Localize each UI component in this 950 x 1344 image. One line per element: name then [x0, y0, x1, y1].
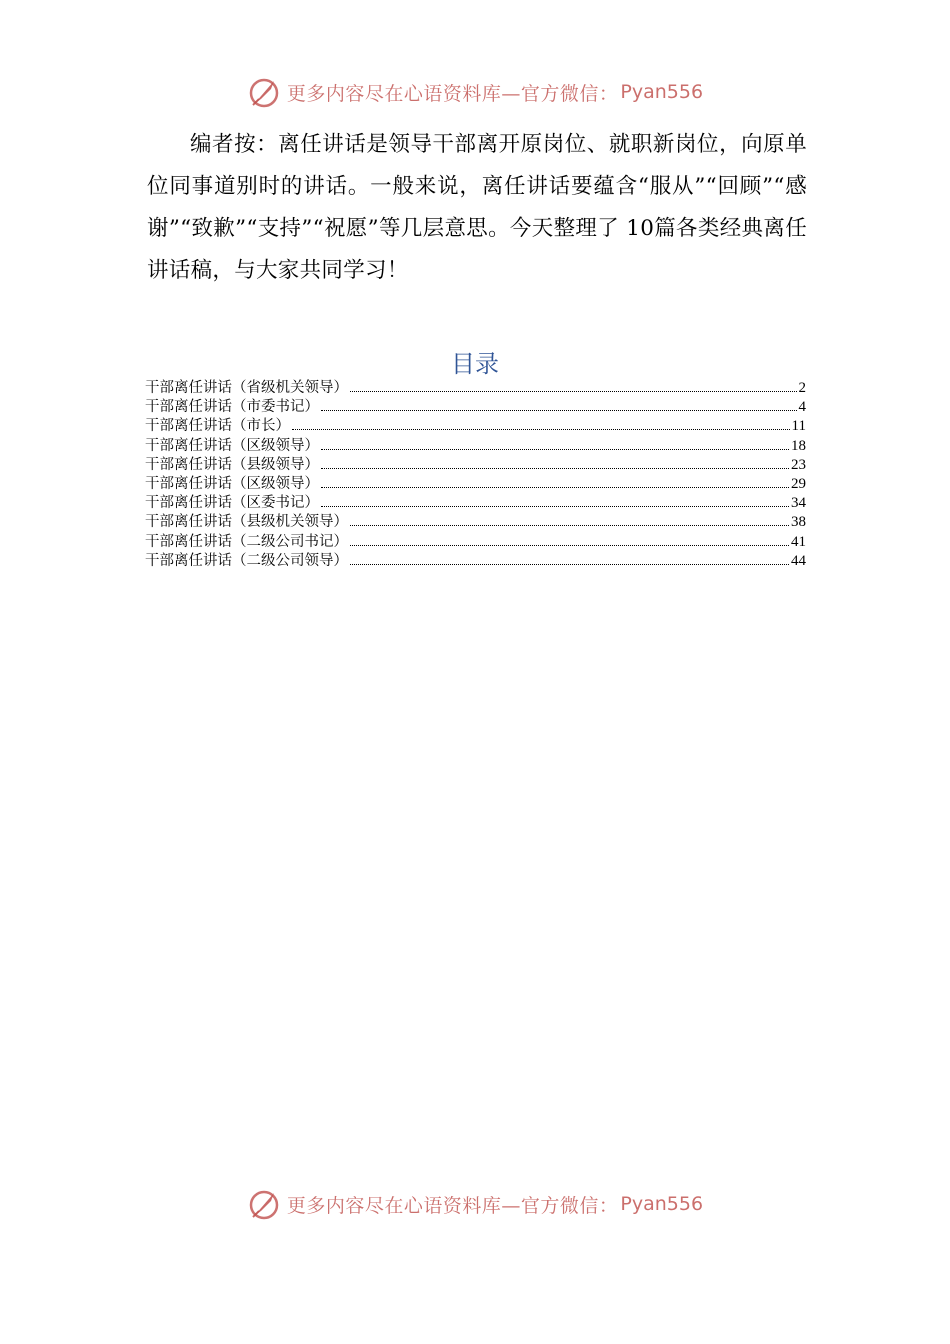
toc-entry[interactable] — [145, 437, 806, 456]
toc-leader-dots — [350, 524, 789, 526]
toc-entry-label: 干部离任讲话（省级机关领导） — [145, 380, 348, 396]
toc-entry-page: 38 — [791, 514, 806, 531]
toc-leader-dots — [350, 563, 789, 565]
toc-entry[interactable] — [145, 494, 806, 513]
toc-entry[interactable] — [145, 398, 806, 417]
toc-entry-label: 干部离任讲话（县级领导） — [145, 456, 319, 473]
banner-wechat-id: Pyan556 — [620, 81, 704, 103]
toc-entry-page: 29 — [791, 475, 806, 492]
toc-entry-page: 41 — [791, 533, 806, 550]
toc-entry-label: 干部离任讲话（市长） — [145, 418, 290, 435]
toc-entry[interactable] — [145, 513, 806, 532]
toc-leader-dots — [321, 486, 789, 488]
toc-entry-page: 11 — [791, 418, 806, 435]
toc-entry[interactable] — [145, 475, 806, 494]
toc-entry-page: 44 — [791, 552, 806, 569]
toc-entry-page: 2 — [798, 380, 806, 396]
toc-entry-label: 干部离任讲话（区级领导） — [145, 475, 319, 492]
quill-logo-icon — [247, 1187, 281, 1221]
editor-note-text: 编者按：离任讲话是领导干部离开原岗位、就职新岗位，向原单位同事道别时的讲话。一般来说，离任讲话要蕴含“服从”“回顾”“感谢”“致歉”“支持”“祝愿”等几层意思。今天整理了 10篇各类经典离任讲话稿，与大家共同学习！ — [147, 132, 807, 283]
toc-entry-label: 干部离任讲话（区级领导） — [145, 437, 319, 454]
toc-leader-dots — [321, 467, 789, 469]
toc-entry[interactable] — [145, 533, 806, 552]
toc-entry-page: 23 — [791, 456, 806, 473]
banner-text: 更多内容尽在心语资料库—官方微信： — [286, 82, 619, 105]
toc-entry-label: 干部离任讲话（区委书记） — [145, 495, 319, 512]
toc-entry[interactable] — [145, 379, 806, 398]
editor-note — [147, 124, 807, 292]
toc-leader-dots — [350, 544, 789, 546]
toc-entry-page: 18 — [791, 437, 806, 454]
toc-entry[interactable] — [145, 417, 806, 436]
toc-leader-dots — [321, 409, 797, 411]
toc-entry-label: 干部离任讲话（市委书记） — [145, 399, 319, 416]
toc-entry-page: 4 — [798, 399, 806, 416]
quill-logo-icon — [247, 75, 281, 109]
toc-leader-dots — [292, 428, 790, 430]
toc-entry-label: 干部离任讲话（二级公司领导） — [145, 552, 348, 569]
banner-wechat-id: Pyan556 — [620, 1193, 704, 1215]
toc-entry[interactable] — [145, 552, 806, 571]
toc-entry-label: 干部离任讲话（县级机关领导） — [145, 514, 348, 531]
toc-leader-dots — [350, 390, 797, 392]
toc-leader-dots — [321, 505, 789, 507]
toc-entry-page: 34 — [791, 495, 806, 512]
toc-leader-dots — [321, 448, 789, 450]
toc-entry[interactable] — [145, 456, 806, 475]
table-of-contents — [145, 379, 806, 571]
footer-banner — [0, 1184, 950, 1224]
toc-title: 目录 — [451, 350, 499, 378]
banner-text: 更多内容尽在心语资料库—官方微信： — [286, 1194, 619, 1217]
header-banner — [0, 72, 950, 112]
toc-entry-label: 干部离任讲话（二级公司书记） — [145, 533, 348, 550]
